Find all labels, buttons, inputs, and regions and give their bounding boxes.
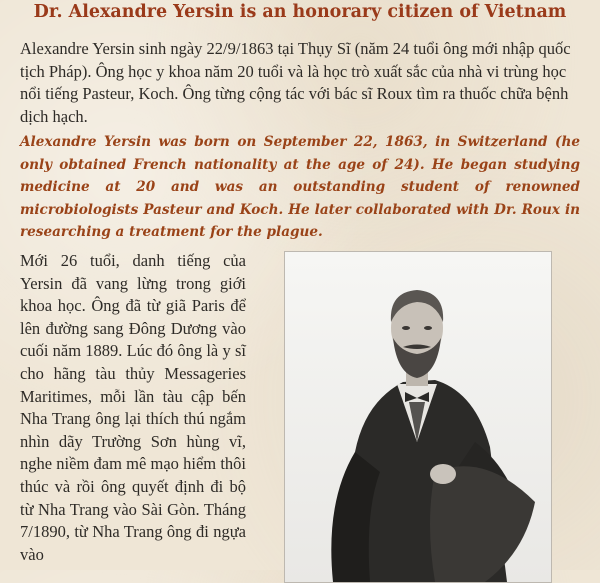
page-title: Dr. Alexandre Yersin is an honorary citizen of Vietnam — [33, 2, 567, 22]
vietnamese-body-column: Mới 26 tuổi, danh tiếng của Yersin đã vang lừng trong giới khoa học. Ông đã từ giã Paris để lên đường sang Đông Dương vào cuối năm 1889. Lúc đó ông là y sĩ cho hãng tàu thủy Messageries Maritimes, mỗi lần tàu cập bến Nha Trang ông lại thích thú ngắm nhìn dãy Trường Sơn hùng vĩ, nghe niềm đam mê mạo hiểm thôi thúc và rồi ông quyết định đi bộ từ Nha Trang vào Sài Gòn. Tháng 7/1890, từ Nha Trang ông đi ngựa vào — [20, 251, 246, 564]
yersin-portrait-photo — [284, 251, 552, 583]
vietnamese-intro-paragraph: Alexandre Yersin sinh ngày 22/9/1863 tại Thụy Sĩ (năm 24 tuổi ông mới nhập quốc tịch Pháp). Ông học y khoa năm 20 tuổi và là học trò xuất sắc của nhà vi trùng học nổi tiếng Pasteur, Koch. Ông từng cộng tác với bác sĩ Roux tìm ra thuốc chữa bệnh dịch hạch. — [20, 39, 571, 126]
english-intro-paragraph: Alexandre Yersin was born on September 22, 1863, in Switzerland (he only obtained French nationality at the age of 24). He began studying medicine at 20 and was an outstanding student of renowned microbiologists Pasteur and Koch. He later collaborated with Dr. Roux in researching a treatment for the plague. — [20, 134, 580, 240]
portrait-illustration — [285, 252, 551, 582]
